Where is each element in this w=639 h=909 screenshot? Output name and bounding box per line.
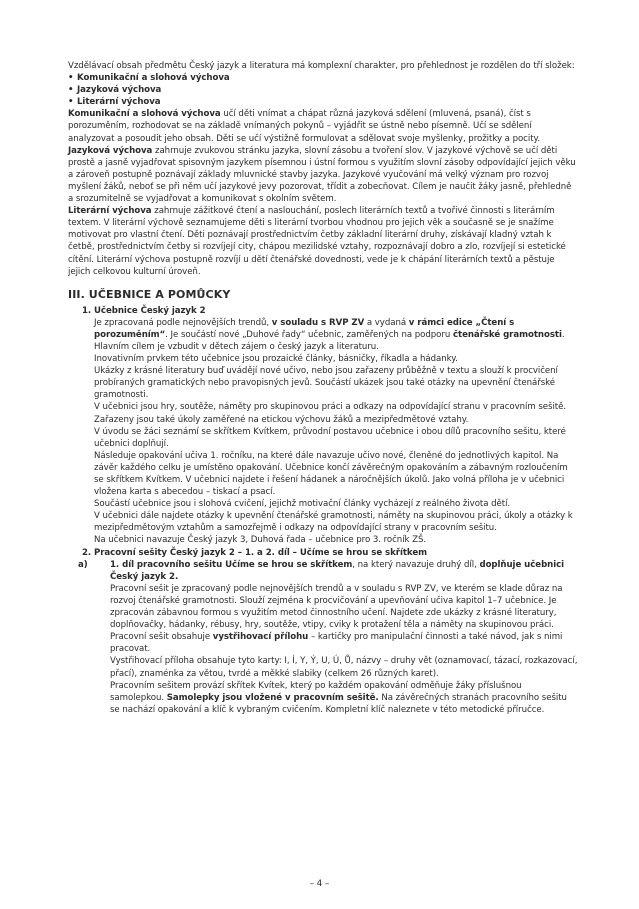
- item1-paragraph: Na učebnici navazuje Český jazyk 3, Duhová řada – učebnice pro 3. ročník ZŠ.: [94, 535, 427, 546]
- text: 1. díl pracovního sešitu Učíme se hrou se skřítkem: [110, 559, 353, 570]
- item1-paragraph: Následuje opakování učiva 1. ročníku, na které dále navazuje učivo nové, členěné do jednotlivých kapitol. Na závěr každého celku je umístěno opakování. Učebnice končí závěrečným opakováním a zábavným rozloučením se skřítkem Kvítkem. V učebnici najdete i řešení hádanek a náročnějších úkolů. Jako volná příloha je v učebnici vložena karta s abecedou – tiskací a psací.: [94, 450, 568, 498]
- term: Jazyková výchova: [68, 145, 153, 156]
- text: čtenářské gramotnosti: [452, 329, 562, 340]
- paragraph-literarni: [68, 205, 578, 278]
- sub-paragraph: [110, 631, 578, 655]
- item-number: 1.: [82, 305, 92, 316]
- text: Samolepky jsou vložené v pracovním sešitě.: [166, 692, 379, 703]
- text: v souladu s RVP ZV: [271, 317, 365, 328]
- intro-text: Vzdělávací obsah předmětu Český jazyk a literatura má komplexní charakter, pro přehlednost je rozdělen do tří složek:: [68, 61, 575, 71]
- sub-paragraph: Pracovní sešit je zpracovaný podle nejnovějších trendů a v souladu s RVP ZV, ve kterém se klade důraz na rozvoj čtenářské gramotnosti. Slouží zejména k procvičování a upevňování učiva kapitol 1–7 učebnice. Je zpracován zábavnou formou s využitím metod činnostního učení. Najdete zde ukázky z krásné literatury, doplňovačky, hádanky, rébusy, hry, soutěže, vtipy, cviky k protažení těla a náměty na skupinovou práci.: [110, 583, 563, 631]
- sub-item-heading: [78, 559, 578, 583]
- item-heading: [68, 305, 578, 317]
- text: v rámci edice „Čtení s porozuměním“: [94, 317, 515, 340]
- text: . Hlavním cílem je vzbudit v dětech zájem o český jazyk a literaturu.: [94, 329, 565, 352]
- text: Je zpracovaná podle nejnovějších trendů,: [94, 317, 272, 328]
- item-number: 2.: [82, 547, 92, 558]
- paragraph-text: učí děti vnímat a chápat různá jazyková sdělení (mluvená, psaná), číst s porozuměním, rozhodovat se na základě vnímaných pokynů – vyjádřit se ústně nebo písemně. Učí se sdělení analyzovat a posoudit jeho obsah. Děti se učí výstižně formulovat a sdělovat svoje myšlenky, prožitky a pocity.: [68, 109, 540, 144]
- item1-paragraph: Inovativním prvkem této učebnice jsou prozaické články, básničky, říkadla a hádanky.: [94, 354, 458, 365]
- text: – kartičky pro manipulační činnosti a také návod, jak s nimi pracovat.: [110, 632, 563, 655]
- bullet-item: • Jazyková výchova: [68, 84, 578, 96]
- section-heading: III. UČEBNICE A POMŮCKY: [68, 287, 231, 301]
- item-title: Pracovní sešity Český jazyk 2 – 1. a 2. díl – Učíme se hrou se skřítkem: [94, 547, 428, 558]
- text: , na který navazuje druhý díl,: [352, 559, 480, 570]
- paragraph-komunikacni: [68, 108, 578, 144]
- sub-paragraph: Vystřihovací příloha obsahuje tyto karty: I, Í, Y, Ý, U, Ú, Ů, názvy – druhy vět (oznamovací, tázací, rozkazovací, přací), znaménka za větou, tvrdé a měkké slabiky (celkem 26 různých karet).: [110, 656, 578, 679]
- item-title: Učebnice Český jazyk 2: [94, 305, 206, 316]
- sub-item-body: [94, 583, 578, 716]
- page-content: [68, 60, 578, 716]
- term: Komunikační a slohová výchova: [68, 109, 221, 120]
- paragraph-jazykova: [68, 145, 578, 205]
- text: Na závěrečných stranách pracovního sešitu se nachází opakování a klíč k vybraným cvičením. Kompletní klíč naleznete v této metodické příručce.: [110, 692, 567, 715]
- item2-body: [68, 559, 578, 716]
- bullet-item: • Komunikační a slohová výchova: [68, 72, 578, 84]
- item-heading: [68, 547, 578, 559]
- text: Pracovní sešit obsahuje: [110, 632, 213, 643]
- sub-paragraph: [110, 680, 578, 716]
- paragraph-text: zahrnuje zvukovou stránku jazyka, slovní zásobu a tvoření slov. V jazykové výchově se učí děti prostě a jasně vyjadřovat spisovným jazykem písemnou i ústní formou s využitím slovní zásoby odpovídající jejich věku a zároveň postupně poznávají základy mluvnické stavby jazyka. Jazykové vyučování má velký význam pro rozvoj myšlení žáků, neboť se při něm učí jazykové jevy pozorovat, třídit a zobecňovat. Cílem je naučit žáky jasně, přehledně a srozumitelně se vyjadřovat a komunikovat s okolním světem.: [68, 145, 576, 205]
- item1-paragraph: Ukázky z krásné literatury buď uvádějí nové učivo, nebo jsou zařazeny průběžně v textu a slouží k procvičení probíraných gramatických nebo pravopisných jevů. Součástí ukázek jsou také otázky na upevnění čtenářské gramotnosti.: [94, 366, 558, 401]
- text: vystřihovací přílohu: [212, 632, 309, 643]
- paragraph-text: zahrnuje zážitkové čtení a naslouchání, poslech literárních textů a tvořivé činnosti s literárním textem. V literární výchově seznamujeme děti s literární tvorbou vhodnou pro jejich věk a současně se je snažíme motivovat pro vlastní čtení. Děti poznávají prostřednictvím četby základní literární druhy, získávají kladný vztah k četbě, prostřednictvím četby si rozvíjejí city, chápou mezilidské vztahy, rozpoznávají dobro a zlo, rozvíjejí si estetické cítění. Literární výchova postupně rozvíjí u dětí čtenářské dovednosti, vede je k chápání literárních textů a pěstuje jejich celkovou kulturní úroveň.: [68, 206, 566, 277]
- bullet-item: • Literární výchova: [68, 96, 578, 108]
- text: Pracovním sešitem provází skřítek Kvítek, který po každém opakování odměňuje žáky příslušnou samolepkou.: [110, 680, 522, 703]
- text: a vydaná: [364, 317, 409, 328]
- sub-label: a): [78, 559, 88, 570]
- item1-body: [68, 317, 578, 547]
- item1-paragraph: [94, 317, 578, 353]
- item1-paragraph: Součástí učebnice jsou i slohová cvičení, jejichž motivační články vycházejí z reálného života dětí.: [94, 499, 511, 510]
- item1-paragraph: V úvodu se žáci seznámí se skřítkem Kvítkem, průvodní postavou učebnice i obou dílů pracovního sešitu, které učebnici doplňují.: [94, 426, 566, 449]
- item1-paragraph: V učebnici jsou hry, soutěže, náměty pro skupinovou práci a odkazy na odpovídající stranu v pracovním sešitě. Zařazeny jsou také úkoly zaměřené na etickou výchovu žáků a mezipředmětové vztahy.: [94, 402, 567, 425]
- term: Literární výchova: [68, 206, 152, 217]
- item1-paragraph: V učebnici dále najdete otázky k upevnění čtenářské gramotnosti, náměty na skupinovou práci, úkoly a otázky k mezipředmětovým vztahům a samozřejmě i odkazy na odpovídající strany v pracovním sešitu.: [94, 511, 573, 534]
- text: doplňuje učebnici Český jazyk 2.: [110, 559, 565, 582]
- page-number: – 4 –: [309, 879, 330, 889]
- text: . Je součástí nové „Duhové řady“ učebnic, zaměřených na podporu: [165, 329, 453, 340]
